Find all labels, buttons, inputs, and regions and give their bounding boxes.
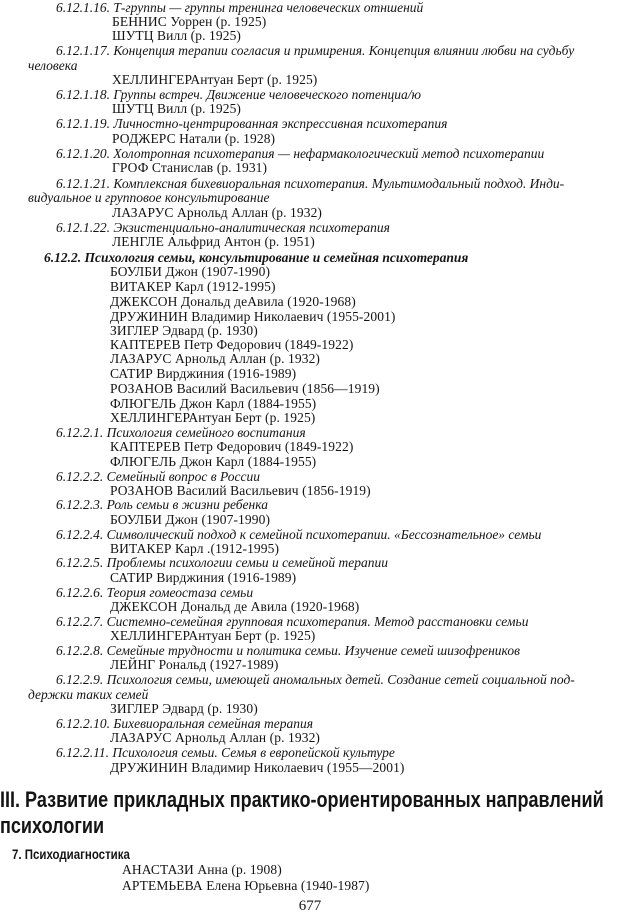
page-number: 677: [298, 898, 322, 914]
person-entry: ДЖЕКСОН Дональд деАвила (1920-1968): [110, 294, 356, 309]
tail-line: АНАСТАЗИ Анна (р. 1908): [122, 862, 282, 877]
person-entry: ЛАЗАРУС Арнольд Аллан (р. 1932): [110, 730, 321, 745]
topic-line: человека: [28, 58, 78, 73]
person-entry: ЛАЗАРУС Арнольд Аллан (р. 1932): [112, 205, 323, 220]
tail-line: АРТЕМЬЕВА Елена Юрьевна (1940-1987): [122, 878, 370, 893]
person-entry: ВИТАКЕР Карл .(1912-1995): [110, 541, 280, 556]
person-entry: ХЕЛЛИНГЕРАнтуан Берт (р. 1925): [112, 72, 318, 87]
topic-line: 6.12.2.7. Системно-семейная групповая психотерапия. Метод расстановки семьи: [56, 614, 529, 629]
topic-line: видуальное и групповое консультирование: [28, 190, 270, 205]
person-entry: БОУЛБИ Джон (1907-1990): [110, 264, 271, 279]
person-entry: ДЖЕКСОН Дональд де Авила (1920-1968): [110, 599, 360, 614]
topic-line: 6.12.2.10. Бихевиоральная семейная терапия: [56, 716, 314, 731]
person-entry: ДРУЖИНИН Владимир Николаевич (1955—2001): [110, 760, 405, 775]
topic-line: 6.12.1.16. Т-группы — группы тренинга человеческих отншений: [56, 0, 424, 15]
person-entry: ЛЕЙНГ Рональд (1927-1989): [110, 657, 279, 672]
person-entry: ХЕЛЛИНГЕРАнтуан Берт (р. 1925): [110, 410, 316, 425]
topic-line: 6.12.2.4. Символический подход к семейной психотерапии. «Бессознательное» семьи: [56, 527, 542, 542]
person-entry: КАПТЕРЕВ Петр Федорович (1849-1922): [110, 337, 354, 352]
topic-line: держки таких семей: [28, 687, 149, 702]
section-title: 6.12.2. Психология семьи, консультирование и семейная психотерапия: [44, 250, 469, 265]
person-entry: РОДЖЕРС Натали (р. 1928): [112, 131, 276, 146]
topic-line: 6.12.1.19. Личностно-центрированная экспрессивная психотерапия: [56, 116, 448, 131]
person-entry: ЗИГЛЕР Эдвард (р. 1930): [110, 701, 258, 716]
person-entry: САТИР Вирджиния (1916-1989): [110, 366, 297, 381]
topic-line: 6.12.2.3. Роль семьи в жизни ребенка: [56, 497, 268, 512]
person-entry: ШУТЦ Вилл (р. 1925): [112, 28, 242, 43]
topic-line: 6.12.2.8. Семейные трудности и политика семьи. Изучение семей шизофреников: [56, 643, 520, 658]
person-entry: РОЗАНОВ Василий Васильевич (1856-1919): [110, 483, 371, 498]
person-entry: ЛЕНГЛЕ Альфрид Антон (р. 1951): [112, 234, 315, 249]
section-heading-line-1: III. Развитие прикладных практико-ориентированных направлений: [0, 787, 604, 812]
topic-line: 6.12.1.21. Комплексная бихевиоральная психотерапия. Мультимодальный подход. Инди-: [56, 176, 565, 191]
person-entry: ГРОФ Станислав (р. 1931): [112, 160, 268, 175]
person-entry: РОЗАНОВ Василий Васильевич (1856—1919): [110, 381, 380, 396]
person-entry: САТИР Вирджиния (1916-1989): [110, 570, 297, 585]
person-entry: ВИТАКЕР Карл (1912-1995): [110, 279, 276, 294]
person-entry: ДРУЖИНИН Владимир Николаевич (1955-2001): [110, 309, 396, 324]
topic-line: 6.12.2.2. Семейный вопрос в России: [56, 469, 260, 484]
topic-line: 6.12.2.11. Психология семьи. Семья в европейской культуре: [56, 745, 395, 760]
topic-line: 6.12.1.18. Группы встреч. Движение человеческого потенциа/ю: [56, 87, 422, 102]
section-heading-line-2: психологии: [0, 813, 105, 838]
person-entry: ФЛЮГЕЛЬ Джон Карл (1884-1955): [110, 454, 317, 469]
subsection-heading: 7. Психодиагностика: [12, 847, 130, 862]
topic-line: 6.12.1.20. Холотропная психотерапия — нефармакологический метод психотерапии: [56, 146, 545, 161]
topic-line: 6.12.1.17. Концепция терапии согласия и примирения. Концепция влиянии любви на судьбу: [56, 43, 575, 58]
topic-line: 6.12.2.1. Психология семейного воспитания: [56, 425, 306, 440]
person-entry: ХЕЛЛИНГЕРАнтуан Берт (р. 1925): [110, 628, 316, 643]
topic-line: 6.12.2.5. Проблемы психологии семьи и семейной терапии: [56, 555, 389, 570]
person-entry: БОУЛБИ Джон (1907-1990): [110, 512, 271, 527]
person-entry: КАПТЕРЕВ Петр Федорович (1849-1922): [110, 439, 354, 454]
topic-line: 6.12.2.6. Теория гомеостаза семьи: [56, 585, 254, 600]
person-entry: ФЛЮГЕЛЬ Джон Карл (1884-1955): [110, 396, 317, 411]
person-entry: ЗИГЛЕР Эдвард (р. 1930): [110, 323, 258, 338]
person-entry: БЕННИС Уоррен (р. 1925): [112, 14, 267, 29]
person-entry: ЛАЗАРУС Арнольд Аллан (р. 1932): [110, 351, 321, 366]
topic-line: 6.12.2.9. Психология семьи, имеющей аномальных детей. Создание сетей социальной под-: [56, 672, 575, 687]
topic-line: 6.12.1.22. Экзистенциально-аналитическая психотерапия: [56, 220, 390, 235]
person-entry: ШУТЦ Вилл (р. 1925): [112, 101, 242, 116]
